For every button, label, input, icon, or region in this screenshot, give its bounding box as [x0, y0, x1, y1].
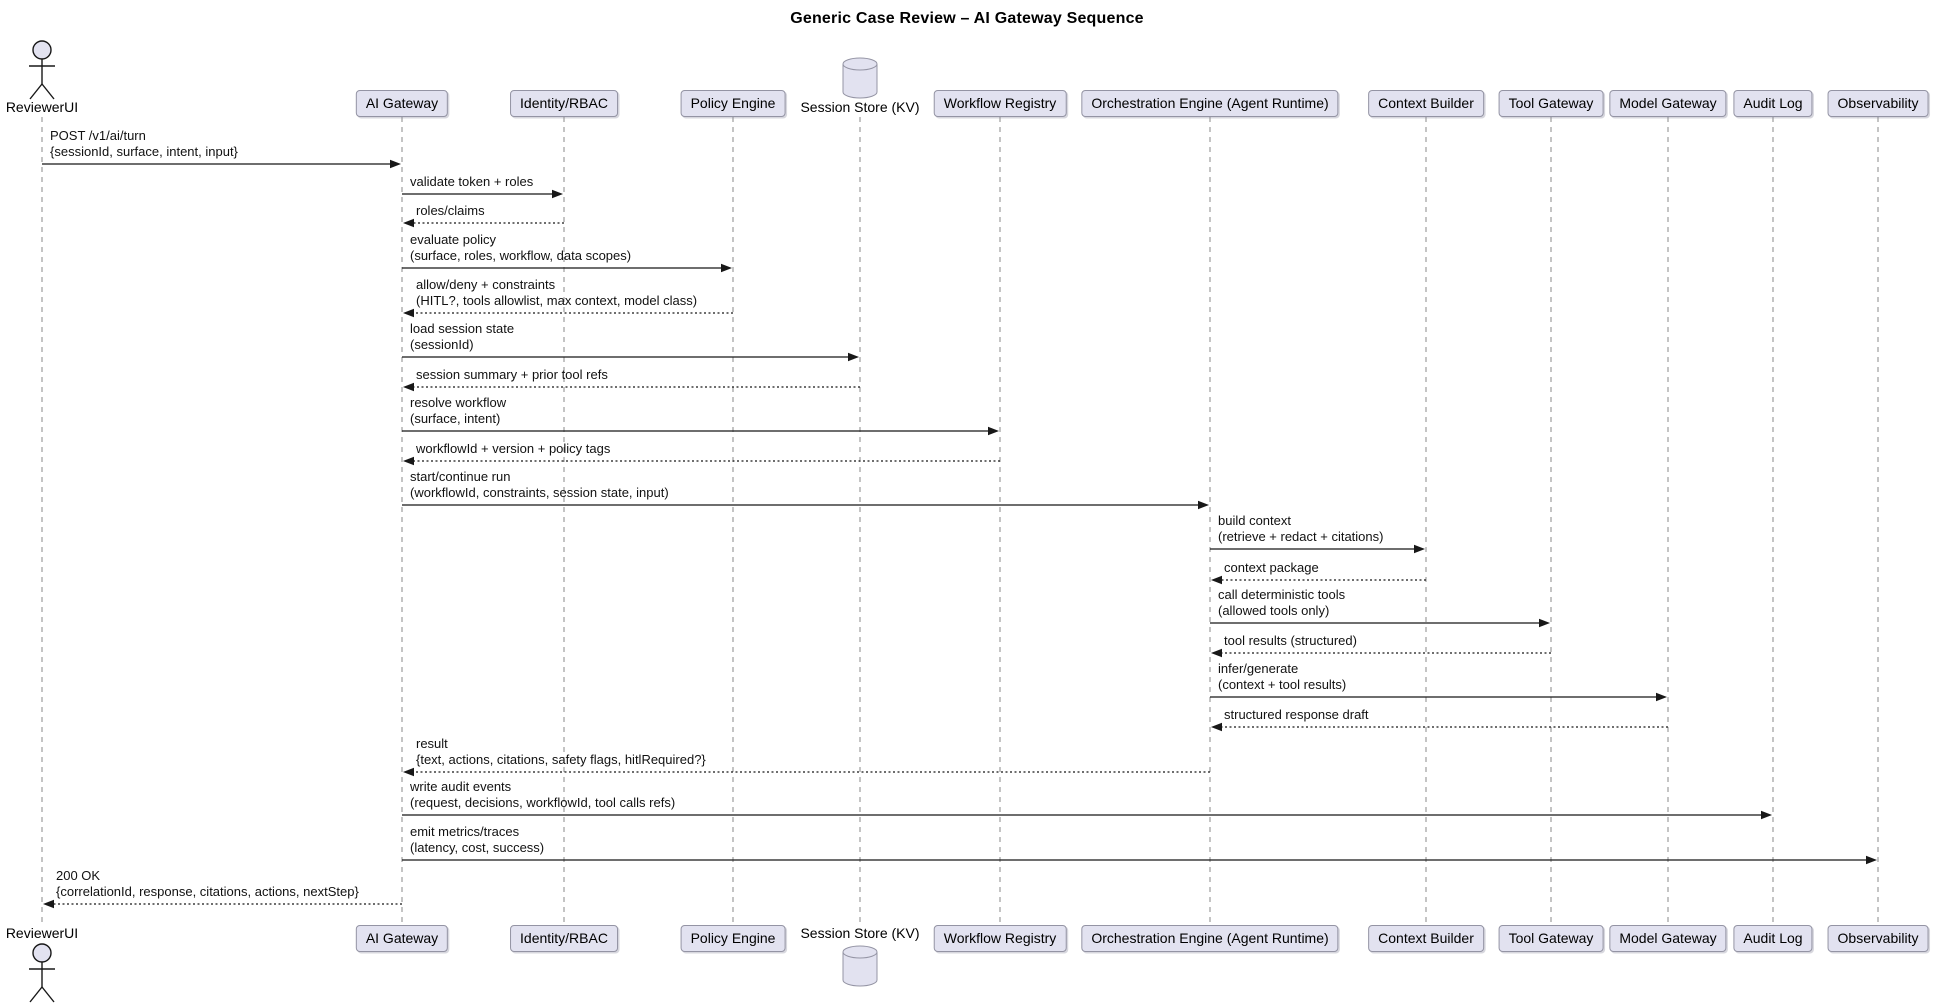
message-arrowhead-3	[403, 219, 414, 227]
message-label-10	[410, 469, 669, 501]
message-text: result	[416, 736, 448, 751]
participant-identity: Identity/RBAC	[510, 90, 618, 117]
message-text: {text, actions, citations, safety flags, hitlRequired?}	[416, 752, 706, 767]
participant-context-footer: Context Builder	[1368, 925, 1484, 952]
message-text: session summary + prior tool refs	[416, 367, 608, 382]
message-label-18	[410, 779, 675, 811]
message-label-20	[56, 868, 359, 900]
participant-reviewer: ReviewerUI	[5, 99, 79, 115]
message-arrowhead-16	[1211, 723, 1222, 731]
participant-policy-footer: Policy Engine	[681, 925, 786, 952]
message-text: evaluate policy	[410, 232, 496, 247]
message-text: write audit events	[410, 779, 512, 794]
message-text: (allowed tools only)	[1218, 603, 1330, 618]
message-text: {sessionId, surface, intent, input}	[50, 144, 238, 159]
message-text: structured response draft	[1224, 707, 1369, 722]
participant-obs: Observability	[1828, 90, 1929, 117]
message-text: (surface, intent)	[410, 411, 501, 426]
participant-workflow: Workflow Registry	[934, 90, 1067, 117]
message-label-4	[410, 232, 631, 264]
diagram-title: Generic Case Review – AI Gateway Sequence	[790, 10, 1144, 27]
message-arrowhead-9	[403, 457, 414, 465]
message-text: tool results (structured)	[1224, 633, 1357, 648]
message-label-15	[1218, 661, 1346, 693]
message-arrowhead-17	[403, 768, 414, 776]
message-text: validate token + roles	[410, 174, 534, 189]
message-label-12	[1224, 560, 1319, 576]
message-label-14	[1224, 633, 1357, 649]
message-label-9	[416, 441, 610, 457]
message-label-1	[50, 128, 238, 160]
participant-reviewer-footer: ReviewerUI	[5, 925, 79, 941]
message-arrowhead-19	[1866, 856, 1877, 864]
participant-orchestration-footer: Orchestration Engine (Agent Runtime)	[1081, 925, 1338, 952]
participant-tool-footer: Tool Gateway	[1499, 925, 1604, 952]
message-text: emit metrics/traces	[410, 824, 520, 839]
message-label-16	[1224, 707, 1369, 723]
message-label-13	[1218, 587, 1345, 619]
message-text: (context + tool results)	[1218, 677, 1347, 692]
message-label-2	[410, 174, 533, 190]
message-text: 200 OK	[56, 868, 101, 883]
participant-model: Model Gateway	[1609, 90, 1726, 117]
message-label-7	[416, 367, 608, 383]
participant-gateway: AI Gateway	[356, 90, 448, 117]
message-label-3	[416, 203, 485, 219]
message-text: (workflowId, constraints, session state, input)	[410, 485, 669, 500]
participant-session-footer: Session Store (KV)	[800, 925, 920, 941]
message-text: (request, decisions, workflowId, tool calls refs)	[410, 795, 676, 810]
message-text: load session state	[410, 321, 515, 336]
participant-context: Context Builder	[1368, 90, 1484, 117]
message-text: context package	[1224, 560, 1319, 575]
message-text: infer/generate	[1218, 661, 1299, 676]
message-arrowhead-15	[1656, 693, 1667, 701]
message-arrowhead-10	[1198, 501, 1209, 509]
participant-gateway-footer: AI Gateway	[356, 925, 448, 952]
message-arrowhead-18	[1761, 811, 1772, 819]
message-label-6	[410, 321, 514, 353]
message-label-19	[410, 824, 544, 856]
message-text: {correlationId, response, citations, actions, nextStep}	[56, 884, 359, 899]
message-text: resolve workflow	[410, 395, 507, 410]
message-arrowhead-12	[1211, 576, 1222, 584]
message-text: allow/deny + constraints	[416, 277, 556, 292]
participant-obs-footer: Observability	[1828, 925, 1929, 952]
message-arrowhead-7	[403, 383, 414, 391]
message-arrowhead-20	[43, 900, 54, 908]
message-arrowhead-8	[988, 427, 999, 435]
message-text: workflowId + version + policy tags	[416, 441, 611, 456]
actor-icon	[29, 944, 55, 1002]
participant-model-footer: Model Gateway	[1609, 925, 1726, 952]
participant-workflow-footer: Workflow Registry	[934, 925, 1067, 952]
message-text: (sessionId)	[410, 337, 474, 352]
message-arrowhead-13	[1539, 619, 1550, 627]
message-arrowhead-2	[552, 190, 563, 198]
message-text: roles/claims	[416, 203, 485, 218]
message-label-11	[1218, 513, 1383, 545]
message-arrowhead-4	[721, 264, 732, 272]
participant-audit-footer: Audit Log	[1733, 925, 1812, 952]
database-icon	[843, 58, 877, 70]
message-text: POST /v1/ai/turn	[50, 128, 146, 143]
message-arrowhead-1	[390, 160, 401, 168]
message-text: start/continue run	[410, 469, 511, 484]
message-arrowhead-11	[1414, 545, 1425, 553]
actor-icon	[29, 41, 55, 99]
participant-orchestration: Orchestration Engine (Agent Runtime)	[1081, 90, 1338, 117]
participant-tool: Tool Gateway	[1499, 90, 1604, 117]
message-text: (latency, cost, success)	[410, 840, 545, 855]
message-label-17	[416, 736, 706, 768]
participant-session: Session Store (KV)	[800, 99, 920, 115]
message-text: (HITL?, tools allowlist, max context, model class)	[416, 293, 698, 308]
database-icon	[843, 946, 877, 958]
message-text: (retrieve + redact + citations)	[1218, 529, 1384, 544]
participant-audit: Audit Log	[1733, 90, 1812, 117]
message-label-5	[416, 277, 697, 309]
participant-identity-footer: Identity/RBAC	[510, 925, 618, 952]
participant-policy: Policy Engine	[681, 90, 786, 117]
message-arrowhead-5	[403, 309, 414, 317]
message-text: build context	[1218, 513, 1291, 528]
message-text: call deterministic tools	[1218, 587, 1346, 602]
message-label-8	[410, 395, 506, 427]
message-text: (surface, roles, workflow, data scopes)	[410, 248, 632, 263]
message-arrowhead-14	[1211, 649, 1222, 657]
message-arrowhead-6	[848, 353, 859, 361]
